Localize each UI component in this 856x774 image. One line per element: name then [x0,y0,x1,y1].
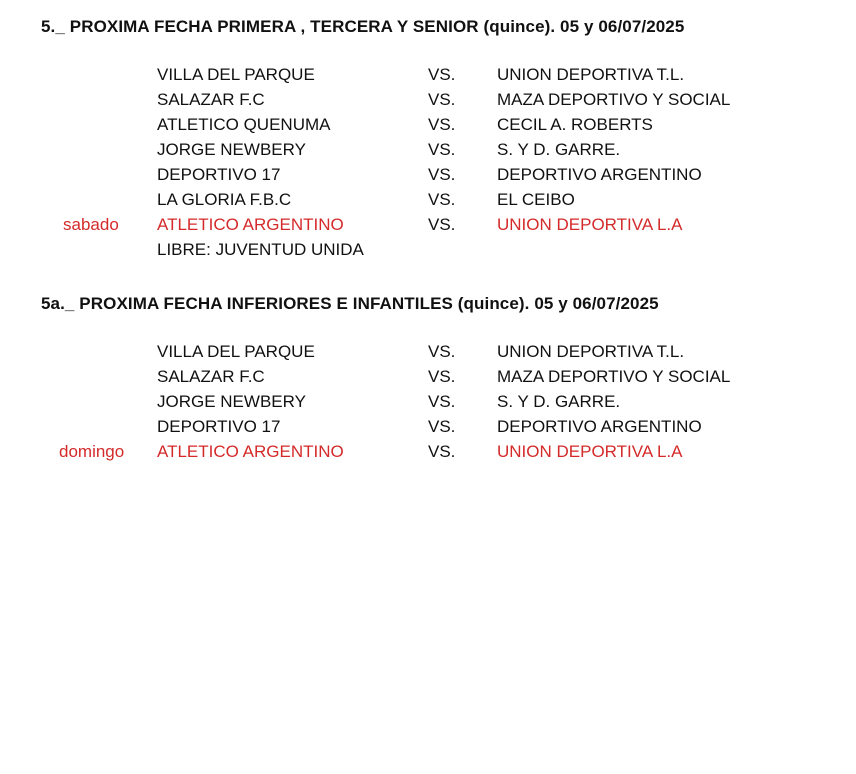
section2-heading: 5a._ PROXIMA FECHA INFERIORES E INFANTILES (quince). 05 y 06/07/2025 [41,294,659,313]
fixture-row [0,417,856,442]
fixture-row [0,392,856,417]
home-team: DEPORTIVO 17 [157,417,281,436]
fixture-row [0,342,856,367]
fixture-row [0,115,856,140]
home-team: JORGE NEWBERY [157,140,306,159]
home-team: LA GLORIA F.B.C [157,190,292,209]
home-team: DEPORTIVO 17 [157,165,281,184]
home-team: ATLETICO QUENUMA [157,115,331,134]
away-team: MAZA DEPORTIVO Y SOCIAL [497,90,731,109]
section1-heading: 5._ PROXIMA FECHA PRIMERA , TERCERA Y SENIOR (quince). 05 y 06/07/2025 [41,17,685,36]
bye-row [0,240,856,265]
vs-label: VS. [428,90,456,109]
fixture-row [0,165,856,190]
home-team: VILLA DEL PARQUE [157,342,315,361]
match-day: sabado [63,215,119,234]
away-team: UNION DEPORTIVA T.L. [497,65,685,84]
vs-label: VS. [428,65,456,84]
vs-label: VS. [428,442,456,461]
home-team: SALAZAR F.C [157,90,265,109]
fixture-row [0,90,856,115]
vs-label: VS. [428,417,456,436]
away-team: EL CEIBO [497,190,575,209]
fixture-row-highlighted [0,442,856,467]
match-day: domingo [59,442,125,461]
fixture-row [0,367,856,392]
home-team: SALAZAR F.C [157,367,265,386]
fixture-row [0,140,856,165]
vs-label: VS. [428,190,456,209]
vs-label: VS. [428,342,456,361]
home-team: ATLETICO ARGENTINO [157,442,344,461]
home-team: VILLA DEL PARQUE [157,65,315,84]
away-team: UNION DEPORTIVA L.A [497,442,683,461]
section2-fixture-list [0,342,856,467]
bye-team: LIBRE: JUVENTUD UNIDA [157,240,364,259]
vs-label: VS. [428,392,456,411]
home-team: ATLETICO ARGENTINO [157,215,344,234]
section1-fixture-list [0,65,856,265]
fixture-row [0,65,856,90]
fixture-row-highlighted [0,215,856,240]
away-team: MAZA DEPORTIVO Y SOCIAL [497,367,731,386]
away-team: S. Y D. GARRE. [497,140,621,159]
away-team: S. Y D. GARRE. [497,392,621,411]
home-team: JORGE NEWBERY [157,392,306,411]
vs-label: VS. [428,367,456,386]
vs-label: VS. [428,165,456,184]
away-team: DEPORTIVO ARGENTINO [497,417,702,436]
fixture-row [0,190,856,215]
vs-label: VS. [428,115,456,134]
away-team: UNION DEPORTIVA T.L. [497,342,685,361]
away-team: UNION DEPORTIVA L.A [497,215,683,234]
vs-label: VS. [428,140,456,159]
away-team: CECIL A. ROBERTS [497,115,653,134]
vs-label: VS. [428,215,456,234]
away-team: DEPORTIVO ARGENTINO [497,165,702,184]
